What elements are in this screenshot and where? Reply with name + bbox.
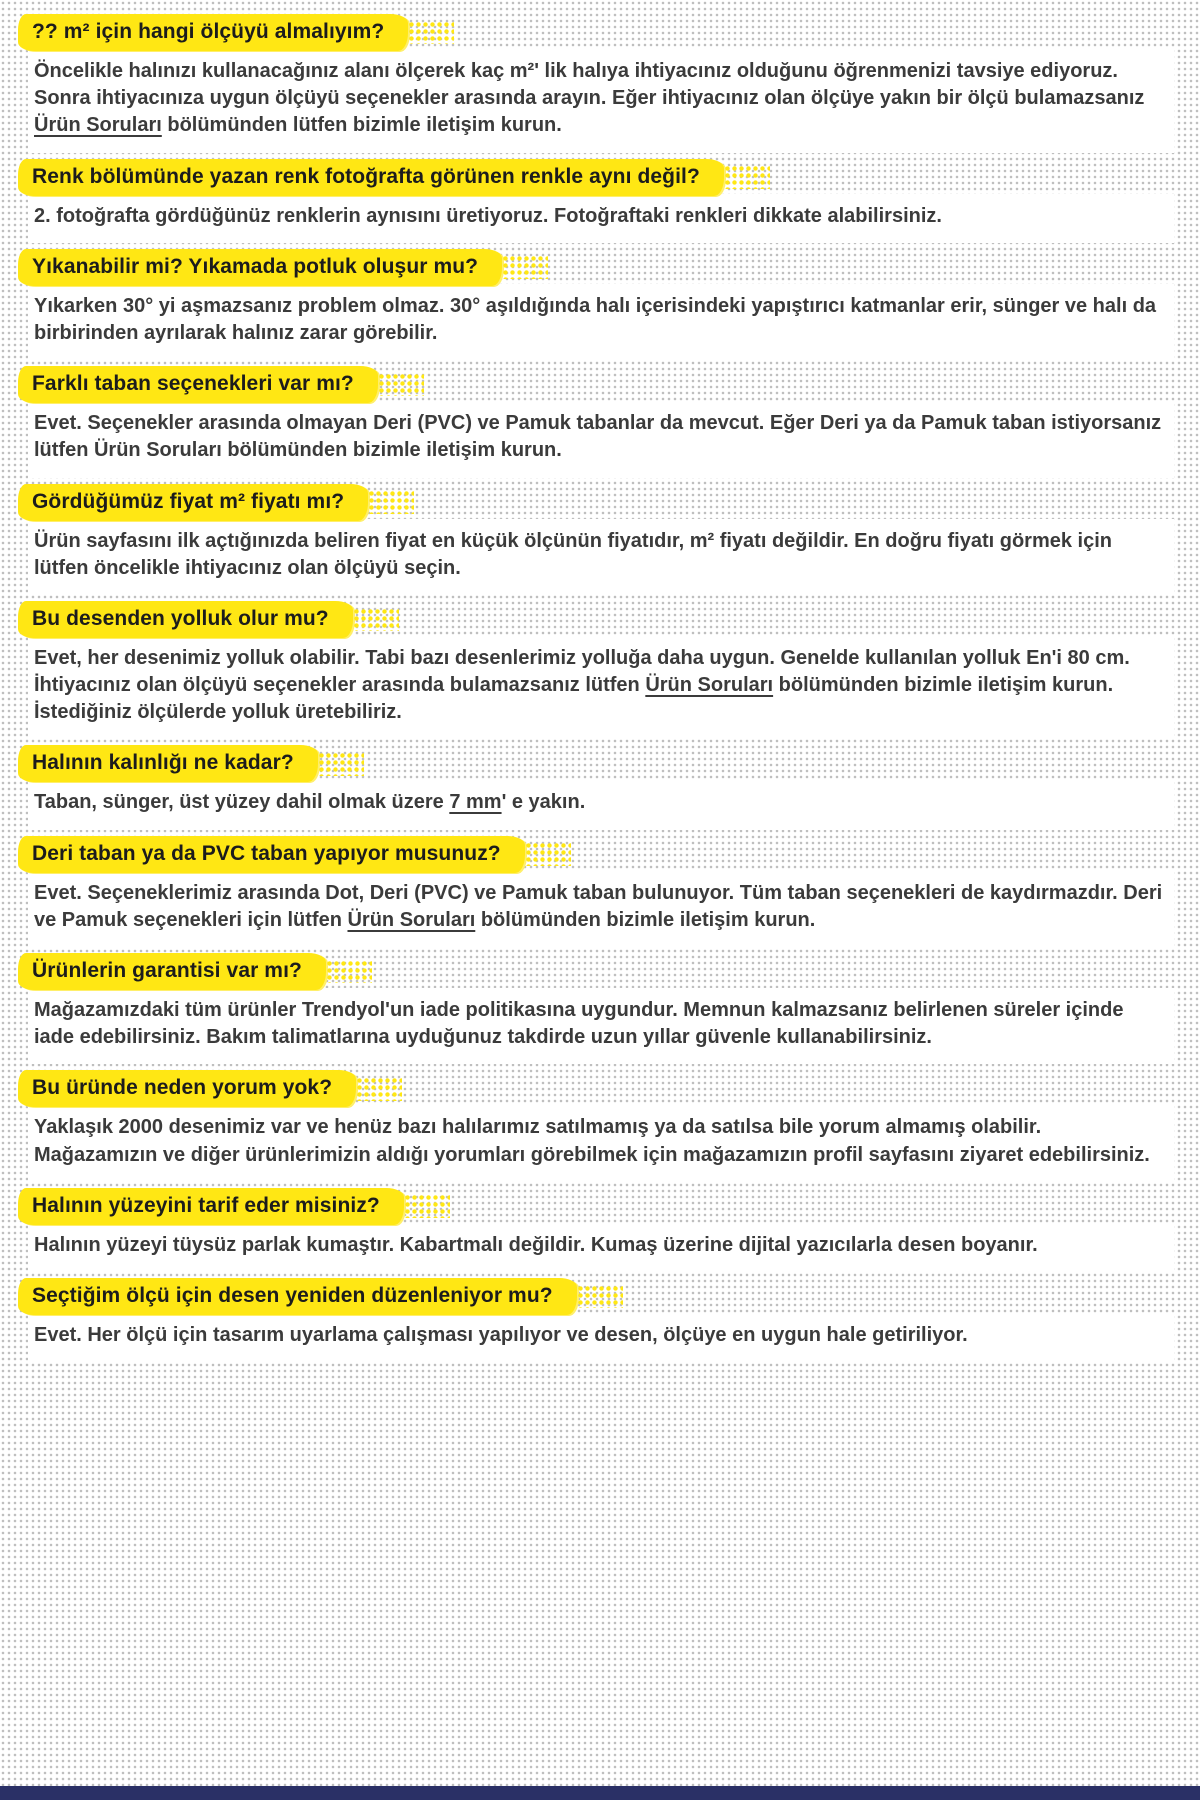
question-highlight [18, 836, 525, 873]
faq-question: Seçtiğim ölçü için desen yeniden düzenleniyor mu? [32, 1283, 553, 1307]
faq-answer [32, 875, 1170, 943]
answer-underlined-text: 7 mm [449, 791, 502, 814]
question-row [18, 836, 1170, 873]
answer-text: Yıkarken 30° yi aşmazsanız problem olmaz. 30° aşıldığında halı içerisindeki yapıştırıcı katmanlar erir, sünger ve halı da birbirinden ayrılarak halınız zarar görebilir. [34, 294, 1157, 344]
answer-text: Halının yüzeyi tüysüz parlak kumaştır. Kabartmalı değildir. Kumaş üzerine dijital yazıcılarla desen boyanır. [34, 1233, 1038, 1256]
answer-text: Öncelikle halınızı kullanacağınız alanı ölçerek kaç m²' lik halıya ihtiyacınız olduğunu öğrenmenizi tavsiye ediyoruz. Sonra ihtiyacınıza uygun ölçüyü seçenekler arasında arayın. Eğer ihtiyacınız olan ölçüye yakın bir ölçü bulamazsanız [34, 60, 1145, 110]
answer-text: Yaklaşık 2000 desenimiz var ve henüz bazı halılarımız satılmamış ya da satılsa bile yorum almamış olabilir. Mağazamızın ve diğer ürünlerimizin aldığı yorumları görebilmek için mağazamızın profil sayfasını ziyaret edebilirsiniz. [34, 1116, 1150, 1166]
faq-answer [32, 784, 1170, 825]
answer-text: 2. fotoğrafta gördüğünüz renklerin aynısını üretiyoruz. Fotoğraftaki renkleri dikkate alabilirsiniz. [34, 204, 942, 227]
faq-item [32, 249, 1170, 356]
faq-answer [32, 640, 1170, 736]
answer-text: bölümünden lütfen bizimle iletişim kurun. [161, 114, 562, 137]
question-row [18, 249, 1170, 286]
question-highlight [18, 1188, 404, 1225]
faq-item [32, 601, 1170, 736]
faq-item [32, 484, 1170, 591]
question-highlight [18, 14, 408, 51]
question-highlight [18, 953, 326, 990]
question-row [18, 601, 1170, 638]
answer-text: bölümünden bizimle iletişim kurun. İstediğiniz ölçülerde yolluk üretebiliriz. [34, 674, 1114, 724]
faq-answer [32, 198, 1170, 239]
question-highlight [18, 249, 502, 286]
answer-text: Evet. Her ölçü için tasarım uyarlama çalışması yapılıyor ve desen, ölçüye en uygun hale getiriliyor. [34, 1323, 968, 1346]
question-highlight [18, 1070, 356, 1107]
faq-question: Renk bölümünde yazan renk fotoğrafta görünen renkle aynı değil? [32, 164, 700, 188]
faq-answer [32, 1227, 1170, 1268]
faq-item [32, 836, 1170, 943]
faq-answer [32, 405, 1170, 473]
faq-question: Yıkanabilir mi? Yıkamada potluk oluşur mu? [32, 254, 479, 278]
answer-text: ' e yakın. [501, 791, 586, 814]
question-row [18, 159, 1170, 196]
answer-text: Ürün sayfasını ilk açtığınızda beliren fiyat en küçük ölçünün fiyatıdır, m² fiyatı değildir. En doğru fiyatı görmek için lütfen öncelikle ihtiyacınız olan ölçüyü seçin. [34, 529, 1112, 579]
question-highlight [18, 601, 353, 638]
faq-question: Bu desenden yolluk olur mu? [32, 606, 329, 630]
faq-answer [32, 1317, 1170, 1358]
faq-question: Deri taban ya da PVC taban yapıyor musunuz? [32, 841, 501, 865]
question-row [18, 1188, 1170, 1225]
answer-text: Mağazamızdaki tüm ürünler Trendyol'un iade politikasına uygundur. Memnun kalmazsanız belirlenen süreler içinde iade edebilirsiniz. Bakım talimatlarına uyduğunuz takdirde uzun yıllar güvenle kullanabilirsiniz. [34, 999, 1124, 1049]
faq-question: Farklı taban seçenekleri var mı? [32, 372, 354, 396]
footer-bar [0, 1786, 1200, 1800]
question-row [18, 484, 1170, 521]
question-highlight [18, 745, 318, 782]
faq-answer [32, 523, 1170, 591]
answer-text: bölümünden bizimle iletişim kurun. [475, 908, 816, 931]
question-row [18, 745, 1170, 782]
faq-answer [32, 1109, 1170, 1177]
faq-question: Halının yüzeyini tarif eder misiniz? [32, 1193, 380, 1217]
faq-question: Halının kalınlığı ne kadar? [32, 751, 294, 775]
faq-item [32, 745, 1170, 825]
faq-answer [32, 288, 1170, 356]
faq-answer [32, 53, 1170, 149]
question-row [18, 14, 1170, 51]
faq-item [32, 1188, 1170, 1268]
answer-text: Taban, sünger, üst yüzey dahil olmak üzere [34, 791, 450, 814]
answer-underlined-text: Ürün Soruları [645, 674, 774, 697]
question-row [18, 1070, 1170, 1107]
faq-item [32, 1070, 1170, 1177]
faq-item [32, 14, 1170, 149]
question-row [18, 953, 1170, 990]
faq-question: Bu üründe neden yorum yok? [32, 1076, 333, 1100]
faq-item [32, 159, 1170, 239]
faq-question: Gördüğümüz fiyat m² fiyatı mı? [32, 489, 345, 513]
faq-item [32, 366, 1170, 473]
question-highlight [18, 1278, 577, 1315]
answer-text: Evet. Seçeneklerimiz arasında Dot, Deri (PVC) ve Pamuk taban bulunuyor. Tüm taban seçenekleri de kaydırmazdır. Deri ve Pamuk seçenekleri için lütfen [34, 881, 1163, 931]
answer-text: Evet, her desenimiz yolluk olabilir. Tabi bazı desenlerimiz yolluğa daha uygun. Genelde kullanılan yolluk En'i 80 cm. İhtiyacınız olan ölçüyü seçenekler arasında bulamazsanız lütfen [34, 646, 1130, 697]
faq-answer [32, 992, 1170, 1060]
question-highlight [18, 366, 378, 403]
faq-item [32, 1278, 1170, 1358]
question-row [18, 366, 1170, 403]
faq-question: Ürünlerin garantisi var mı? [32, 959, 302, 982]
question-highlight [18, 159, 724, 196]
question-highlight [18, 484, 368, 521]
faq-question: ?? m² için hangi ölçüyü almalıyım? [32, 20, 385, 43]
faq-item [32, 953, 1170, 1060]
question-row [18, 1278, 1170, 1315]
answer-underlined-text: Ürün Soruları [34, 114, 162, 137]
answer-text: Evet. Seçenekler arasında olmayan Deri (PVC) ve Pamuk tabanlar da mevcut. Eğer Deri ya da Pamuk taban istiyorsanız lütfen Ürün Soruları bölümünden bizimle iletişim kurun. [34, 412, 1162, 462]
answer-underlined-text: Ürün Soruları [347, 908, 476, 931]
